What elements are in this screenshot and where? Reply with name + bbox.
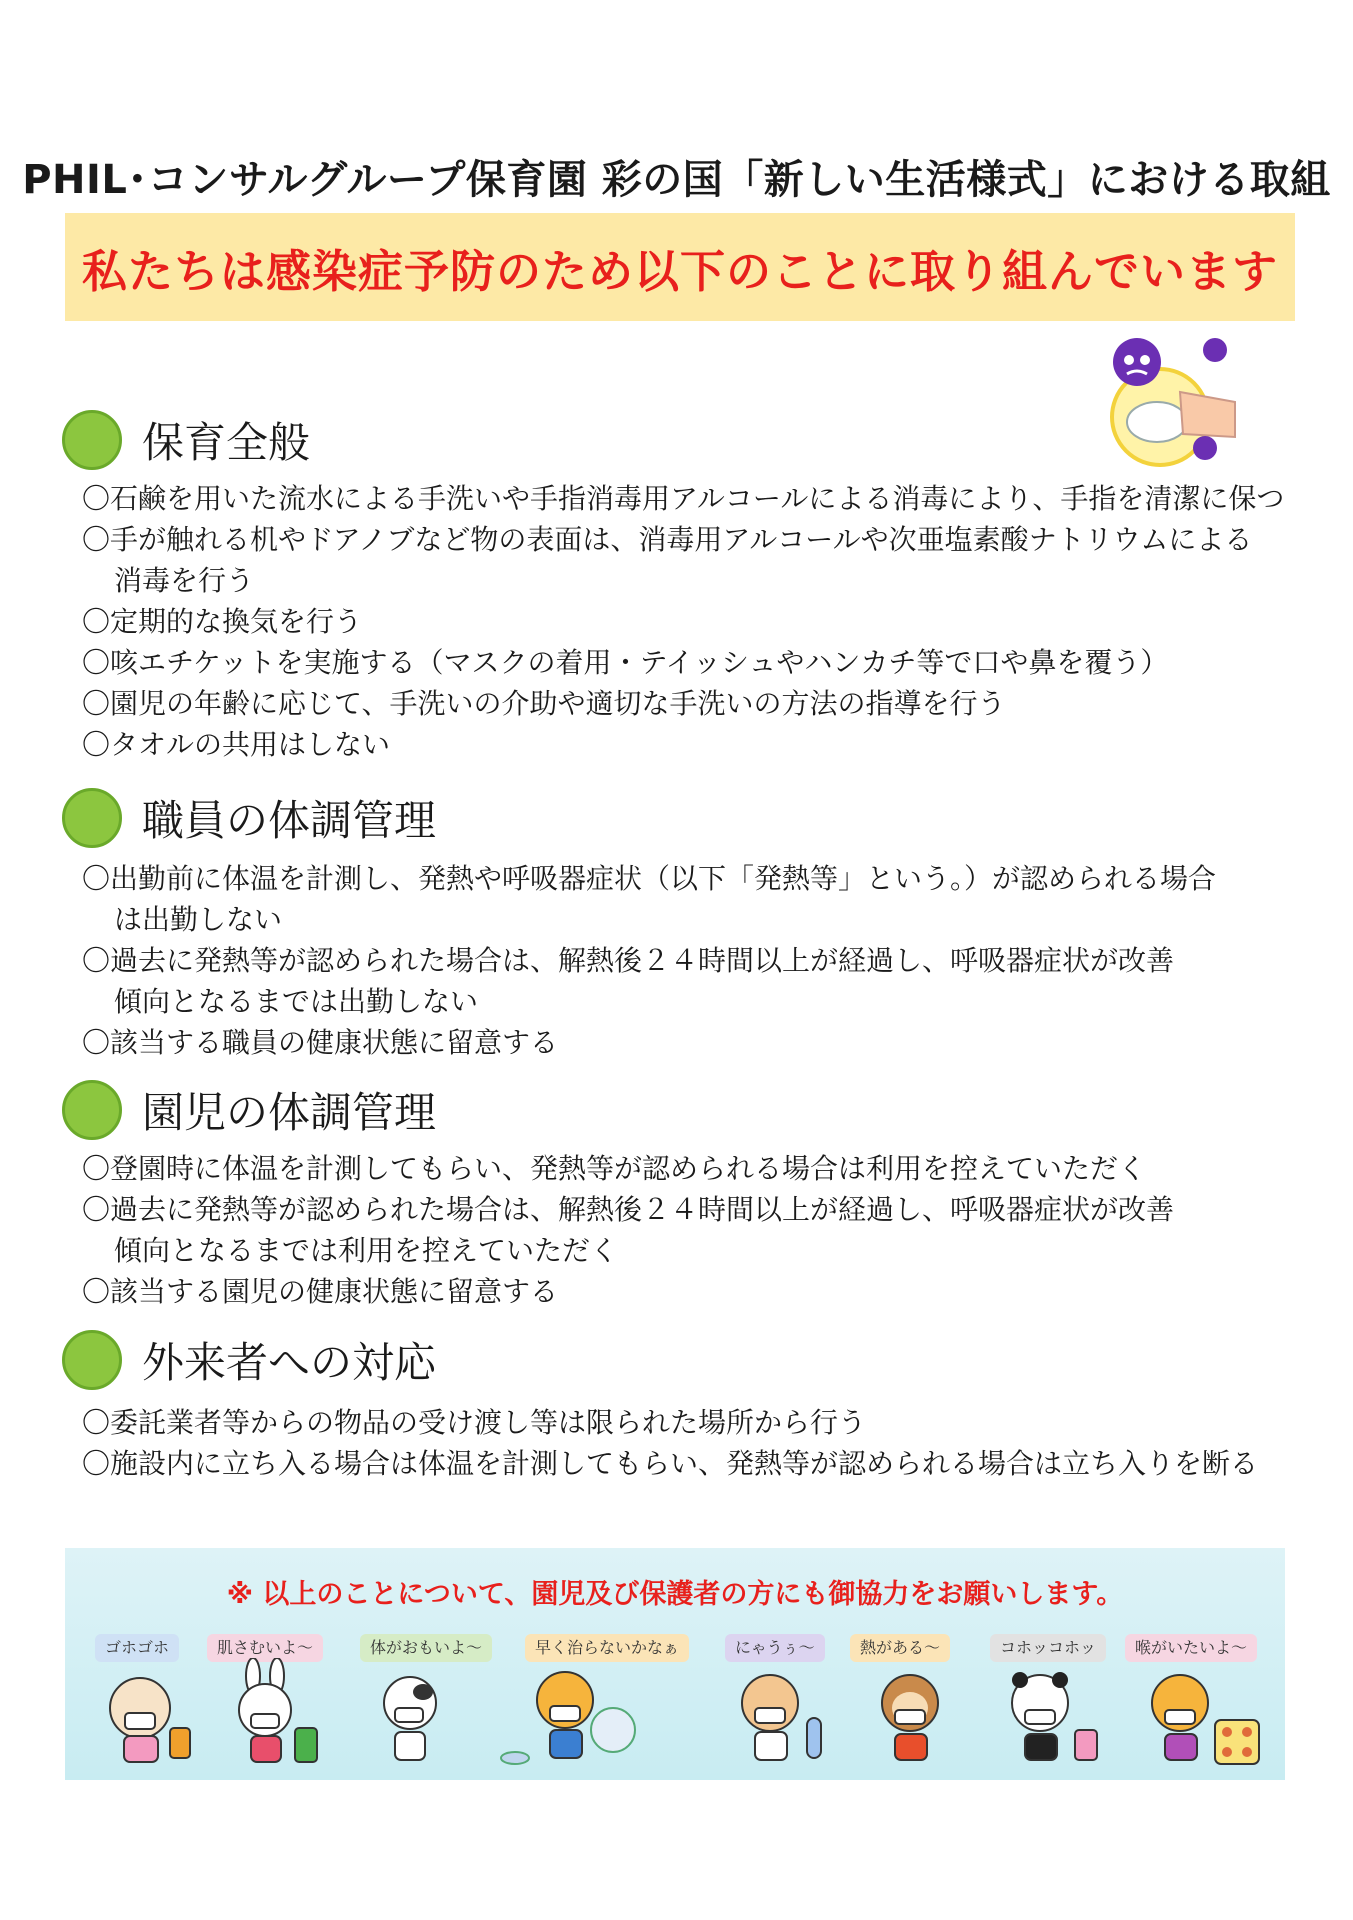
section-list-general	[82, 478, 1332, 765]
headline-text: 私たちは感染症予防のため以下のことに取り組んでいます	[81, 244, 1278, 298]
list-item: 〇登園時に体温を計測してもらい、発熱等が認められる場合は利用を控えていただく	[82, 1152, 1147, 1185]
section-heading-children-health	[62, 1080, 436, 1140]
green-dot-icon	[62, 1330, 122, 1390]
monkey-mascot-icon	[855, 1658, 965, 1768]
tiger-mascot-icon	[1125, 1658, 1275, 1773]
speech-tag: 熱がある～	[850, 1634, 950, 1662]
bear-mascot-icon	[495, 1658, 645, 1778]
speech-tag: 肌さむいよ～	[207, 1634, 323, 1662]
dog-mascot-icon	[90, 1668, 200, 1768]
list-item: 〇施設内に立ち入る場合は体温を計測してもらい、発熱等が認められる場合は立ち入りを断る	[82, 1447, 1259, 1480]
list-item: 〇定期的な換気を行う	[82, 605, 363, 638]
speech-tag: ゴホゴホ	[95, 1634, 179, 1662]
list-item: 〇過去に発熱等が認められた場合は、解熱後２４時間以上が経過し、呼吸器症状が改善 傾向となるまでは出勤しない	[82, 944, 1175, 1018]
green-dot-icon	[62, 1080, 122, 1140]
virus-handwash-illustration	[1085, 322, 1245, 472]
section-heading-label: 職員の体調管理	[142, 796, 437, 845]
list-item: 〇タオルの共用はしない	[82, 728, 391, 761]
cat-mascot-icon	[715, 1658, 845, 1768]
section-list-staff-health	[82, 858, 1332, 1063]
speech-tag: にゃうぅ～	[725, 1634, 825, 1662]
list-item: 〇手が触れる机やドアノブなど物の表面は、消毒用アルコールや次亜塩素酸ナトリウムによる 消毒を行う	[82, 523, 1253, 597]
section-heading-label: 園児の体調管理	[142, 1088, 437, 1137]
page-title: PHIL･コンサルグループ保育園 彩の国「新しい生活様式」における取組	[22, 157, 1331, 203]
list-item: 〇該当する園児の健康状態に留意する	[82, 1275, 559, 1308]
green-dot-icon	[62, 788, 122, 848]
list-item: 〇石鹸を用いた流水による手洗いや手指消毒用アルコールによる消毒により、手指を清潔に保つ	[82, 482, 1285, 515]
list-item: 〇過去に発熱等が認められた場合は、解熱後２４時間以上が経過し、呼吸器症状が改善 傾向となるまでは利用を控えていただく	[82, 1193, 1175, 1267]
cow-mascot-icon	[355, 1658, 465, 1768]
list-item: 〇委託業者等からの物品の受け渡し等は限られた場所から行う	[82, 1406, 867, 1439]
rabbit-mascot-icon	[215, 1658, 325, 1768]
section-list-children-health	[82, 1148, 1332, 1312]
headline-banner	[65, 213, 1295, 321]
speech-tag: 喉がいたいよ～	[1125, 1634, 1257, 1662]
list-item: 〇咳エチケットを実施する（マスクの着用・テイッシュやハンカチ等で口や鼻を覆う）	[82, 646, 1169, 679]
section-heading-visitors	[62, 1330, 436, 1390]
section-list-visitors	[82, 1402, 1332, 1484]
footer-panel	[65, 1548, 1285, 1780]
section-heading-general	[62, 410, 310, 470]
speech-tag: 早く治らないかなぁ	[525, 1634, 689, 1662]
list-item: 〇出勤前に体温を計測し、発熱や呼吸器症状（以下「発熱等」という。）が認められる場合 は出勤しない	[82, 862, 1217, 936]
speech-tag: コホッコホッ	[990, 1634, 1106, 1662]
section-heading-staff-health	[62, 788, 436, 848]
footer-note: ※ 以上のことについて、園児及び保護者の方にも御協力をお願いします。	[226, 1579, 1124, 1610]
section-heading-label: 保育全般	[142, 418, 311, 467]
speech-tag: 体がおもいよ～	[360, 1634, 492, 1662]
section-heading-label: 外来者への対応	[142, 1338, 437, 1387]
list-item: 〇園児の年齢に応じて、手洗いの介助や適切な手洗いの方法の指導を行う	[82, 687, 1006, 720]
list-item: 〇該当する職員の健康状態に留意する	[82, 1026, 559, 1059]
green-dot-icon	[62, 410, 122, 470]
panda-mascot-icon	[985, 1658, 1115, 1768]
